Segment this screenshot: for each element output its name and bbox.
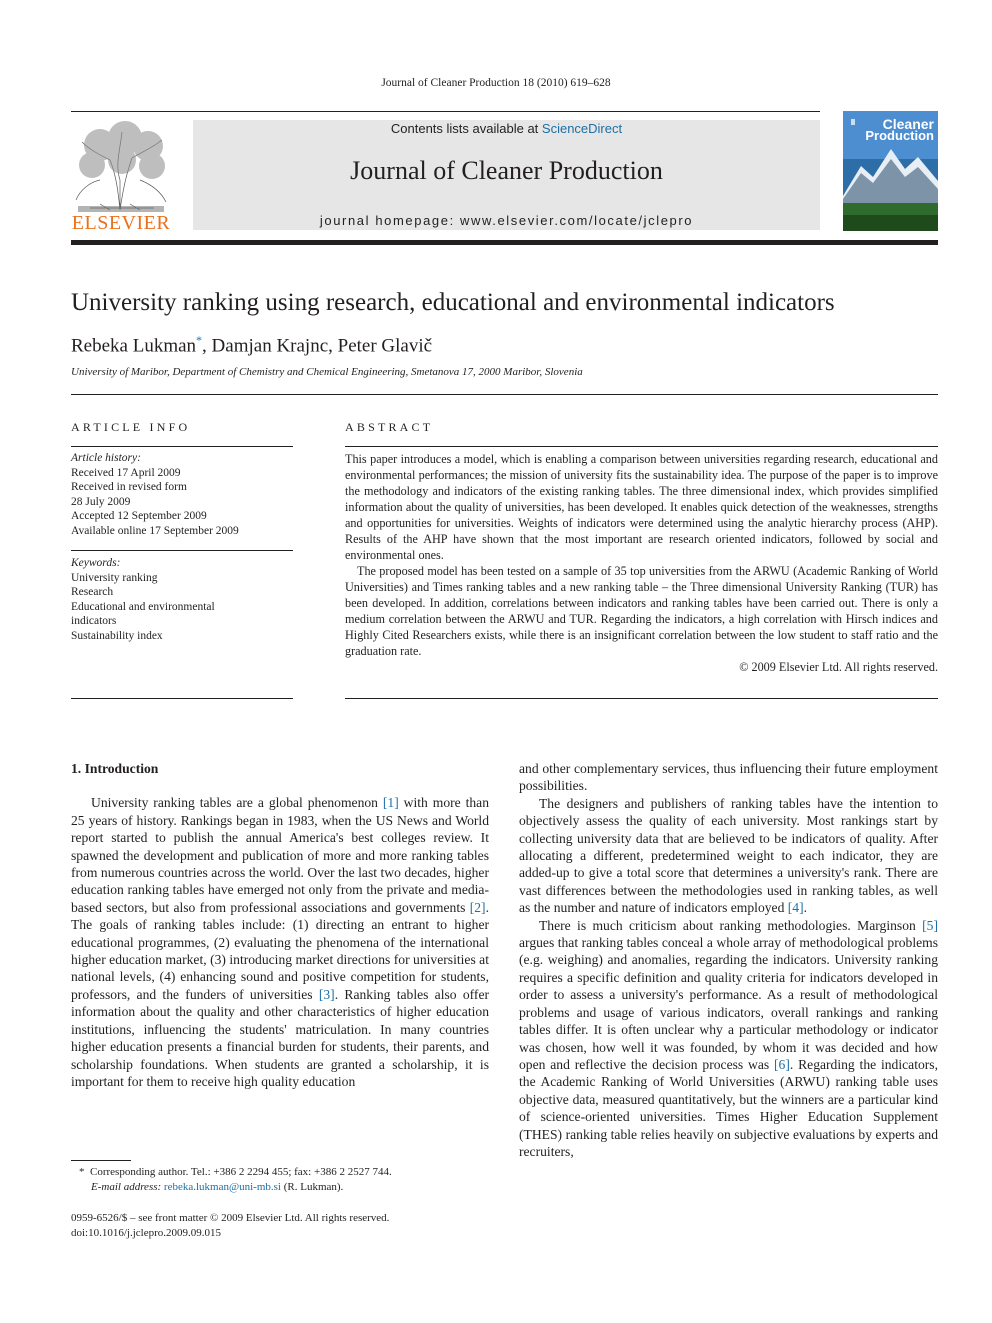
contents-prefix: Contents lists available at [390, 121, 542, 136]
issn-line: 0959-6526/$ – see front matter © 2009 Elsevier Ltd. All rights reserved. [71, 1212, 390, 1224]
keyword: indicators [71, 615, 117, 627]
email-label: E-mail address: [91, 1181, 164, 1193]
intro-paragraph [71, 794, 489, 1090]
abstract-paragraph: This paper introduces a model, which is enabling a comparison between universities regarding research, educational and environmental performances; the mission of university fits the sustainability idea. The purpose of the paper is to improve the methodology and indicators of the existing ranking tables. The three dimensional index, which provides simplified information about the quality of universities, has been developed. It enables quick detection of the weaknesses, strengths and opportunities for universities. Weights of indicators were determined using the analytic hierarchy process (AHP). Results of the AHP have shown that the most important are research oriented indicators, followed by social and environmental ones. [345, 452, 938, 562]
citation-link[interactable]: [1] [382, 795, 399, 811]
intro-left-column [71, 760, 489, 1090]
section-heading: 1. Introduction [71, 761, 159, 776]
affiliation: University of Maribor, Department of Chemistry and Chemical Engineering, Smetanova 17, 2000 Maribor, Slovenia [71, 366, 583, 378]
author-list [71, 333, 432, 357]
contents-line [193, 121, 820, 136]
cover-title-line1: Cleaner [882, 116, 934, 132]
email-link[interactable]: rebeka.lukman@uni-mb.si [163, 1181, 281, 1193]
keyword: Research [71, 586, 114, 598]
abstract-heading: ABSTRACT [345, 420, 434, 434]
text-run: . The goals of ranking tables include: (1) directing an entrant to higher educational programmes, (2) evaluating the phenomena of the international higher education market, (3) introducing market directions for universities at national levels, (4) enhancing sound and positive competition for students, professors, and the funders of universities [71, 899, 489, 1002]
title-divider [71, 394, 938, 395]
article-history [71, 451, 293, 538]
cover-title [850, 118, 934, 142]
abstract-body [345, 451, 938, 675]
cover-title-line2: Production [865, 128, 934, 143]
text-run: . Ranking tables also offer information about the quality and other characteristics of higher education institutions, influencing the students' matriculation. In many countries higher education presents a financial burden for students, their parents, and scholarship foundations. When students are granted a scholarship, it is important for them to receive high quality education [71, 986, 490, 1089]
abstract-bottom-rule [345, 698, 938, 699]
text-run: University ranking tables are a global phenomenon [91, 795, 383, 811]
history-item: Received 17 April 2009 [71, 466, 181, 479]
text-run: argues that ranking tables conceal a whole array of methodological problems (e.g. weighing) and anomalies, regarding the indicators. University ranking requires a specific definition and quality criteria for indicators developed in order to assess a university's performance. As a result of methodological problems and usage of various indicators, overall rankings and ranking tables differ. It is often unclear why a particular methodology or indicator was chosen, how well it was founded, by whom it was decided and how open and reflective the decision process was [519, 935, 938, 1072]
doi-link[interactable]: doi:10.1016/j.jclepro.2009.09.015 [71, 1227, 222, 1239]
journal-citation: Journal of Cleaner Production 18 (2010) 619–628 [381, 77, 611, 89]
keyword: University ranking [71, 571, 158, 584]
text-run: The designers and publishers of ranking tables have the intention to objectively assess the quality of each university. Most rankings start by collecting university data that are believed to be indicators of quality. After allocating a different, predetermined weight to each indicator, they are added-up to give a total score that determines a university's rank. There are vast differences between the methodologies used in ranking tables, as well as the number and nature of indicators employed [519, 795, 938, 916]
footnote [71, 1165, 501, 1195]
corresponding-author-note: Corresponding author. Tel.: +386 2 2294 455; fax: +386 2 2527 744. [90, 1166, 392, 1178]
sciencedirect-link[interactable]: ScienceDirect [541, 121, 623, 136]
history-item: Available online 17 September 2009 [71, 524, 239, 537]
journal-homepage[interactable]: journal homepage: www.elsevier.com/locate/jclepro [319, 213, 694, 228]
elsevier-wordmark: ELSEVIER [71, 212, 171, 234]
text-run: There is much criticism about ranking methodologies. Marginson [539, 917, 923, 933]
citation-link[interactable]: [4] [787, 900, 804, 916]
keyword: Educational and environmental [71, 600, 215, 613]
citation-link[interactable]: [2] [469, 899, 486, 915]
keywords-label: Keywords: [71, 557, 121, 569]
citation-link[interactable]: [5] [922, 917, 938, 933]
history-item: 28 July 2009 [71, 495, 131, 508]
article-info-rule [71, 446, 293, 447]
copyright: © 2009 Elsevier Ltd. All rights reserved. [739, 660, 938, 674]
keywords-rule [71, 550, 293, 551]
history-item: Received in revised form [71, 481, 187, 493]
footnote-mark: * [79, 1166, 85, 1178]
intro-paragraph [519, 917, 938, 1161]
footnote-rule [71, 1160, 131, 1161]
article-info-heading: ARTICLE INFO [71, 420, 191, 434]
intro-paragraph: and other complementary services, thus influencing their future employment possibilities. [519, 761, 938, 794]
text-run: . Regarding the indicators, the Academic Ranking of World Universities (ARWU) ranking table uses objective data, measured quantitatively, but the winners are a particular kind of science-oriented universities. Times Higher Education Supplement (THES) ranking table relies heavily on subjective evaluations by experts and recruiters, [519, 1056, 938, 1159]
corresponding-author-mark[interactable]: * [196, 333, 203, 347]
first-author: Rebeka Lukman [71, 335, 197, 357]
intro-right-column [519, 760, 938, 1160]
citation-link[interactable]: [3] [318, 986, 335, 1002]
history-item: Accepted 12 September 2009 [71, 510, 207, 522]
header-divider [71, 240, 938, 245]
keyword: Sustainability index [71, 629, 163, 642]
abstract-rule [345, 446, 938, 447]
abstract-paragraph: The proposed model has been tested on a sample of 35 top universities from the ARWU (Academic Ranking of World Universities) and Times ranking tables and a new ranking table – the Three dimensional University Ranking (TUR) has been developed. In addition, correlations between indicators and ranking tables have been carried out. There is only a medium correlation between the ARWU and TUR. Regarding the indicators, a high correlation with Hirsch indices and Highly Cited Researchers exists, while there is an insignificant correlation between the low student to staff ratio and the graduation rate. [345, 564, 938, 658]
other-authors: , Damjan Krajnc, Peter Glavič [202, 335, 433, 357]
text-run: with more than 25 years of history. Rankings began in 1983, when the US News and World report started to publish the annual America's best colleges review. It spawned the development and publication of more and more ranking tables from numerous countries across the world. Over the last two decades, higher education ranking tables have emerged not only from the private and media-based sectors, but also from professional associations and governments [71, 795, 490, 915]
header-rule [71, 111, 820, 112]
keywords [71, 556, 293, 643]
text-run: . [803, 900, 808, 916]
email-suffix: (R. Lukman). [280, 1181, 344, 1193]
article-title: University ranking using research, educational and environmental indicators [71, 289, 835, 316]
article-info-bottom-rule [71, 698, 293, 699]
history-label: Article history: [71, 452, 141, 464]
citation-link[interactable]: [6] [774, 1056, 790, 1072]
intro-paragraph [519, 795, 938, 917]
publication-info [71, 1211, 501, 1241]
journal-title: Journal of Cleaner Production [350, 156, 663, 185]
